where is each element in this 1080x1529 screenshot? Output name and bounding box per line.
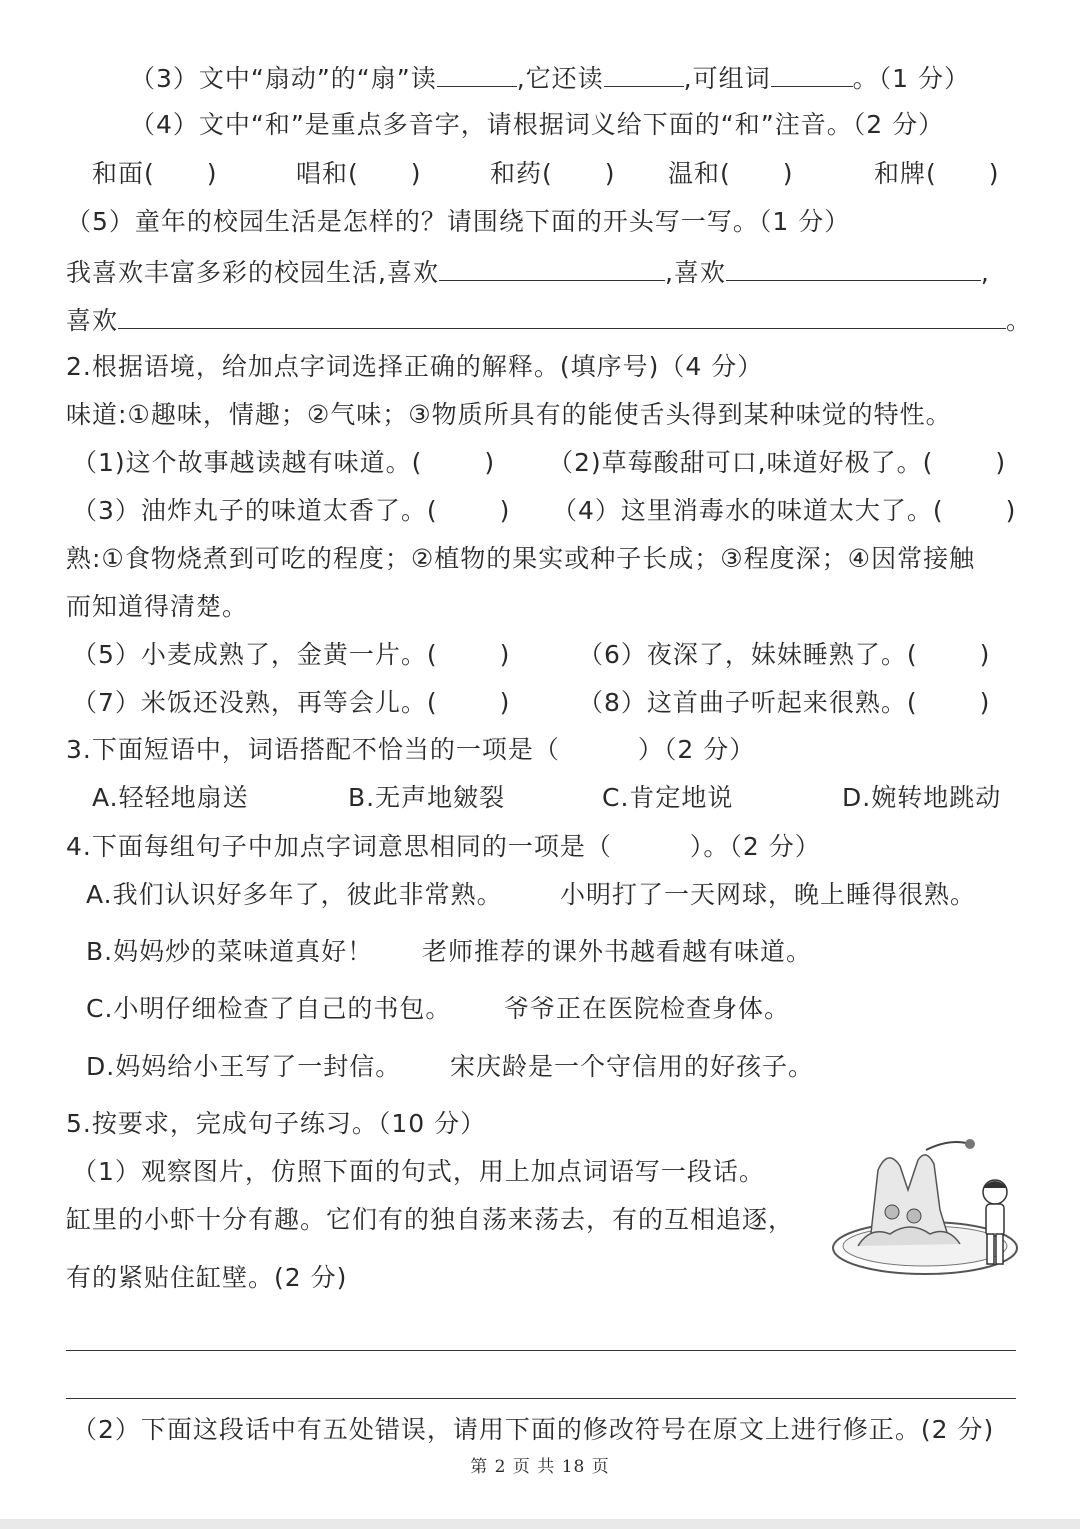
he-word-1: 和面( ) [92, 159, 218, 188]
answer-blank[interactable] [604, 60, 684, 87]
bottom-band [0, 1519, 1080, 1529]
q4-title: 4.下面每组句子中加点字词意思相同的一项是（ ）。（2 分） [66, 832, 821, 861]
q5-s1: （1）观察图片，仿照下面的句式，用上加点词语写一段话。 [72, 1157, 765, 1186]
q2-shu-definition-1: 熟:①食物烧煮到可吃的程度；②植物的果实或种子长成；③程度深；④因常接触 [66, 544, 976, 573]
q3-option-b[interactable]: B.无声地皴裂 [348, 783, 506, 812]
answer-blank[interactable] [726, 254, 981, 281]
q2-shu-definition-2: 而知道得清楚。 [66, 592, 249, 621]
q4-option-b-s2: 老师推荐的课外书越看越有味道。 [422, 937, 813, 966]
he-word-3: 和药( ) [490, 159, 616, 188]
q5-s1-example-b: 有的紧贴住缸壁。(2 分) [66, 1263, 348, 1292]
q2-item-7: （7）米饭还没熟，再等会儿。( ) [72, 688, 511, 717]
q2-title: 2.根据语境，给加点字词选择正确的解释。(填序号)（4 分） [66, 352, 764, 381]
he-word-2: 唱和( ) [296, 159, 422, 188]
q5-s1-example-a: 缸里的小虾十分有趣。它们有的独自荡来荡去，有的互相追逐， [66, 1205, 795, 1234]
he-word-4: 温和( ) [668, 159, 794, 188]
q4-option-c-s1[interactable]: C.小明仔细检查了自己的书包。 [86, 994, 452, 1023]
q2-item-8: （8）这首曲子听起来很熟。( ) [578, 688, 991, 717]
q4-option-b-s1[interactable]: B.妈妈炒的菜味道真好！ [86, 937, 374, 966]
q2-item-5: （5）小麦成熟了，金黄一片。( ) [72, 640, 511, 669]
rockery-pond-illustration [830, 1130, 1020, 1280]
q3-option-a[interactable]: A.轻轻地扇送 [92, 783, 249, 812]
q3-title: 3.下面短语中，词语搭配不恰当的一项是（ ）（2 分） [66, 735, 756, 764]
answer-blank[interactable] [437, 60, 517, 87]
q4-option-d-s2: 宋庆龄是一个守信用的好孩子。 [450, 1052, 815, 1081]
q1-s5-line1: 我喜欢丰富多彩的校园生活,喜欢 ,喜欢 , [66, 254, 990, 290]
q4-option-d-s1[interactable]: D.妈妈给小王写了一封信。 [86, 1052, 402, 1081]
answer-blank[interactable] [771, 60, 853, 87]
q3-option-d[interactable]: D.婉转地跳动 [842, 783, 1002, 812]
q2-item-2: （2)草莓酸甜可口,味道好极了。( ) [548, 448, 1007, 477]
q2-weidao-definition: 味道:①趣味，情趣；②气味；③物质所具有的能使舌头得到某种味觉的特性。 [66, 400, 952, 429]
q3-option-c[interactable]: C.肯定地说 [602, 783, 734, 812]
answer-blank[interactable] [118, 302, 1006, 329]
answer-line-2[interactable] [66, 1398, 1016, 1399]
q1-s5: （5）童年的校园生活是怎样的？请围绕下面的开头写一写。（1 分） [66, 207, 851, 236]
q1-s3: （3）文中“扇动”的“扇”读 ,它还读 ,可组词 。（1 分） [130, 60, 970, 96]
q2-item-1: （1)这个故事越读越有味道。( ) [72, 448, 496, 477]
he-word-5: 和牌( ) [874, 159, 1000, 188]
page-footer: 第 2 页 共 18 页 [470, 1457, 610, 1477]
q1-s5-line2: 喜欢 。 [66, 302, 1032, 338]
q4-option-c-s2: 爷爷正在医院检查身体。 [504, 994, 791, 1023]
q5-title: 5.按要求，完成句子练习。（10 分） [66, 1109, 487, 1138]
q2-item-4: （4）这里消毒水的味道太大了。( ) [552, 496, 1017, 525]
q2-item-3: （3）油炸丸子的味道太香了。( ) [72, 496, 511, 525]
q4-option-a-s2: 小明打了一天网球，晚上睡得很熟。 [560, 880, 977, 909]
q5-s2: （2）下面这段话中有五处错误，请用下面的修改符号在原文上进行修正。(2 分) [72, 1415, 995, 1444]
q1-s4: （4）文中“和”是重点多音字，请根据词义给下面的“和”注音。（2 分） [130, 110, 945, 139]
q4-option-a-s1[interactable]: A.我们认识好多年了，彼此非常熟。 [86, 880, 503, 909]
q2-item-6: （6）夜深了，妹妹睡熟了。( ) [578, 640, 991, 669]
answer-line-1[interactable] [66, 1350, 1016, 1351]
answer-blank[interactable] [439, 254, 665, 281]
